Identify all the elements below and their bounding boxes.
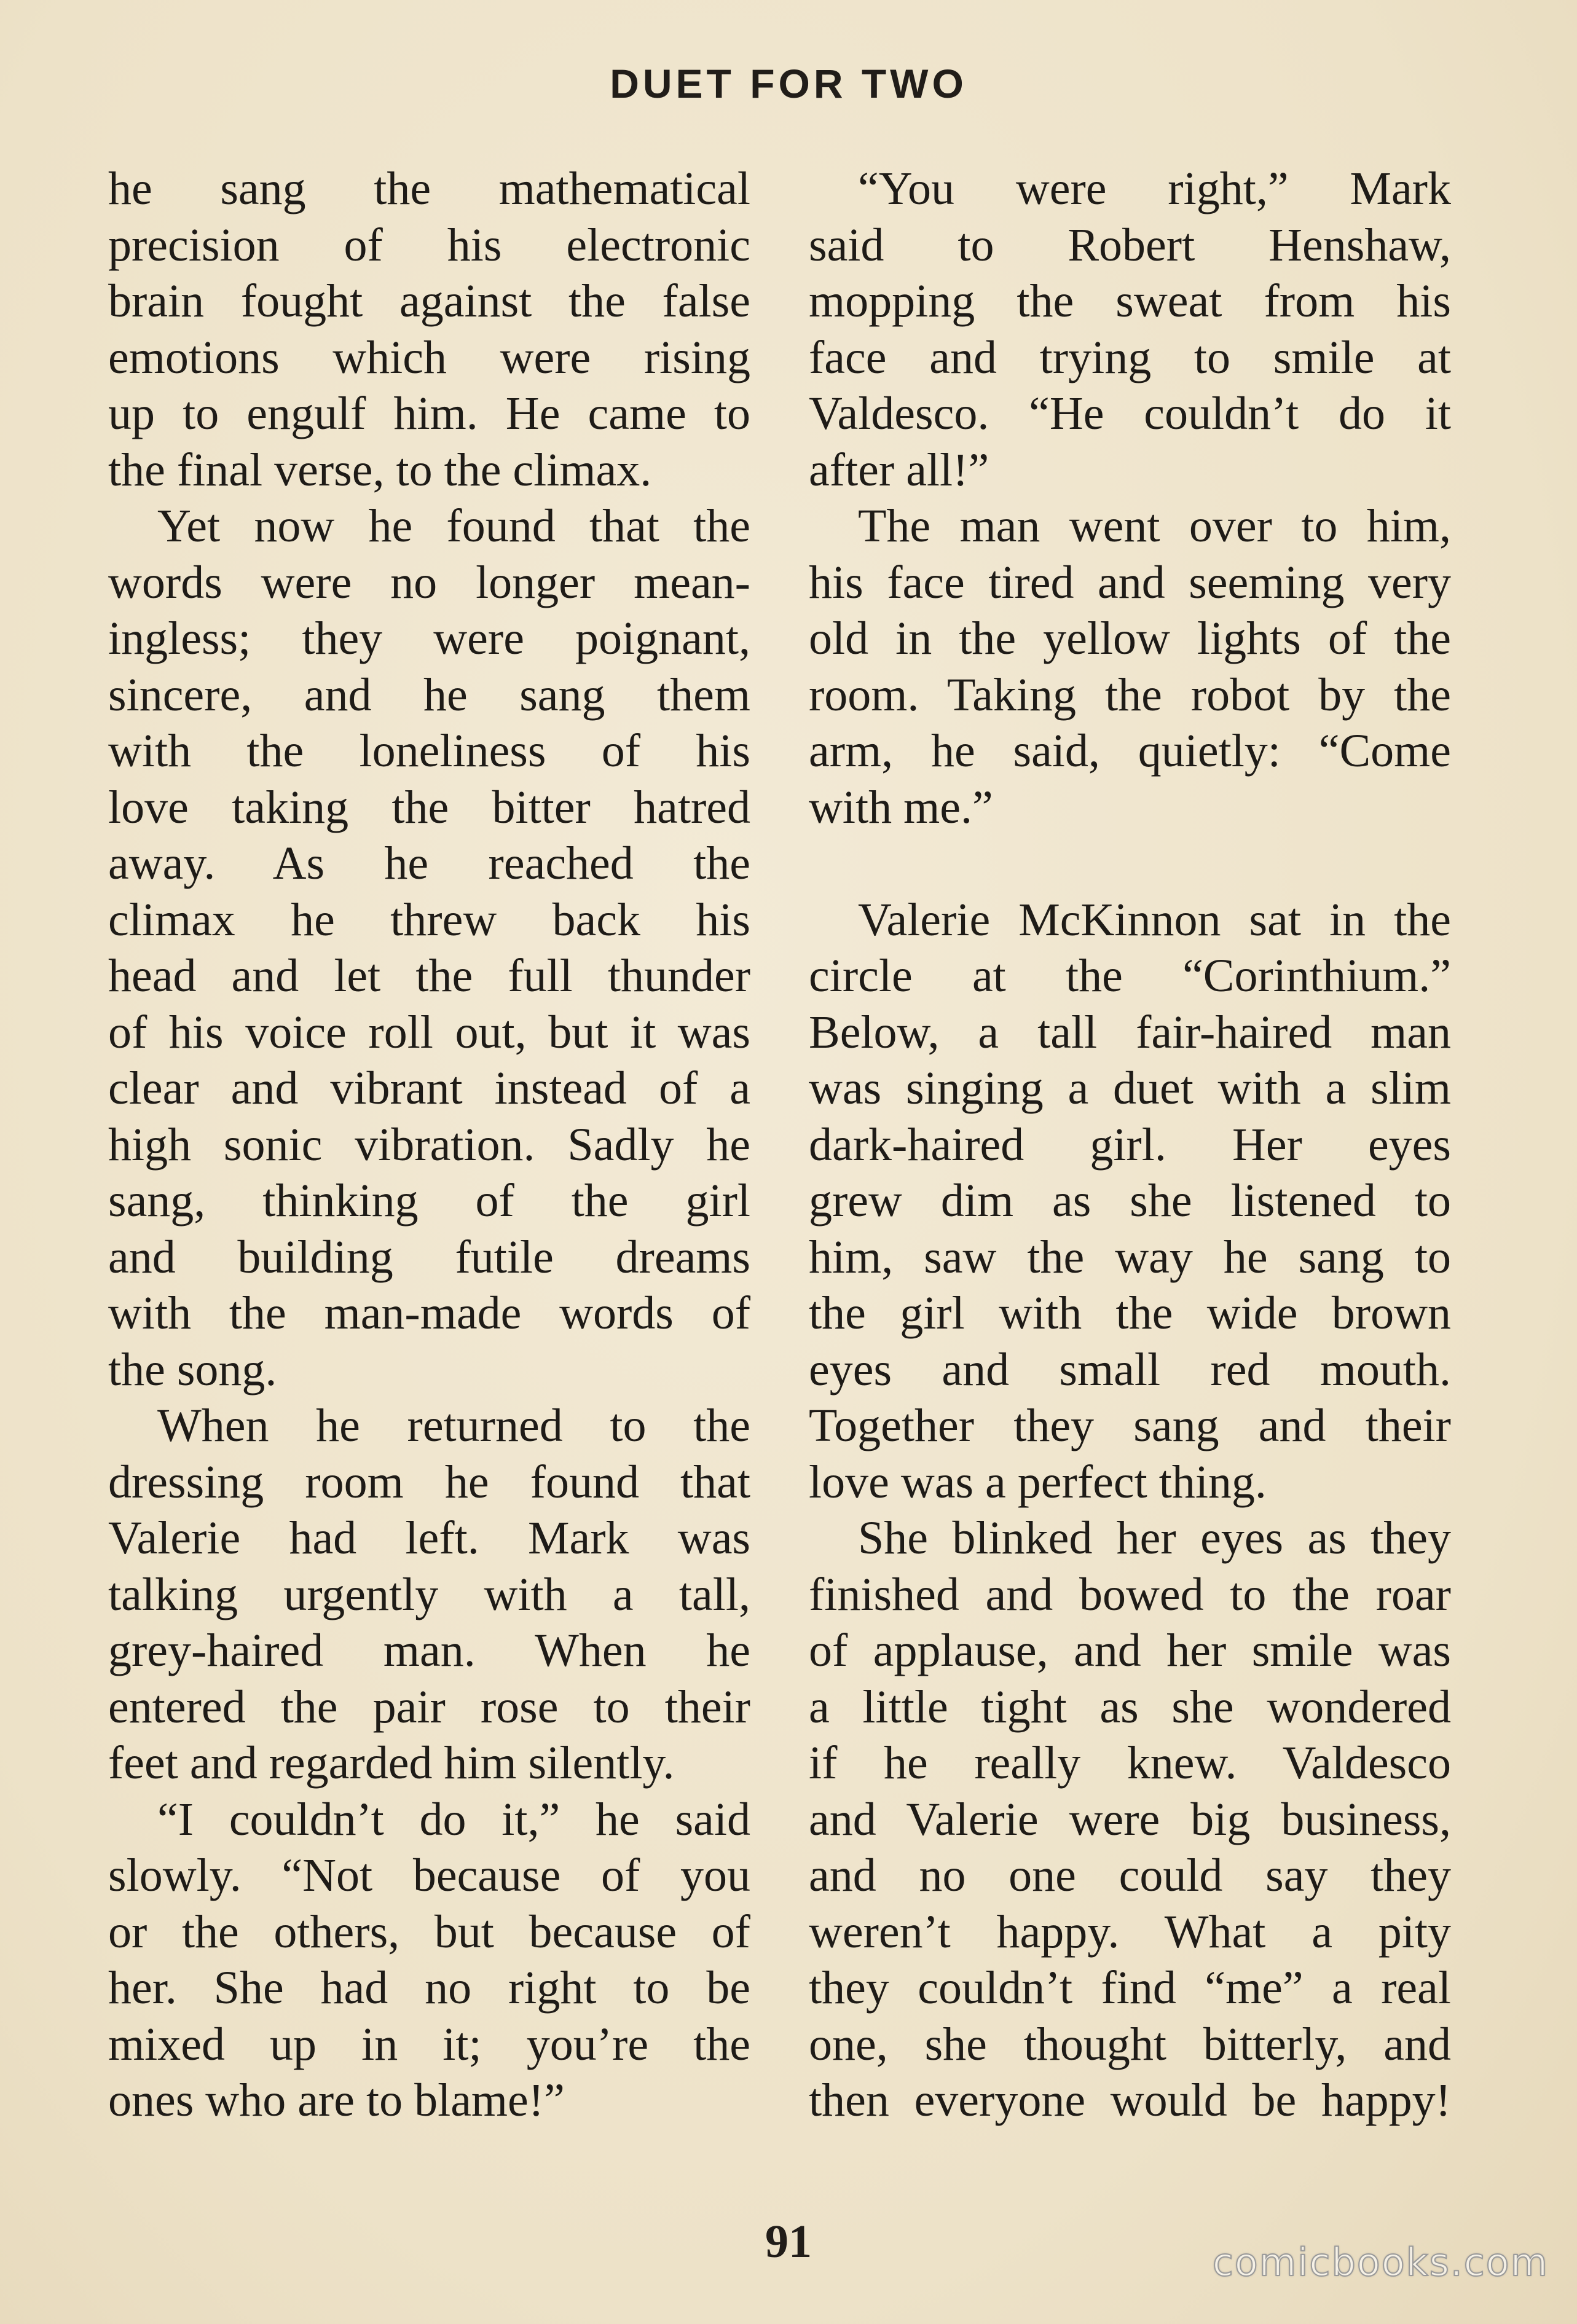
text-line: the final verse, to the climax. <box>108 444 652 496</box>
text-line: if he really knew. Valdesco <box>809 1737 1451 1789</box>
text-line: dressing room he found that <box>108 1456 750 1508</box>
text-line: grey-haired man. When he <box>108 1625 750 1676</box>
text-line: sang, thinking of the girl <box>108 1175 750 1227</box>
paragraph <box>108 161 750 498</box>
text-line: emotions which were rising <box>108 331 750 383</box>
text-line: Valerie had left. Mark was <box>108 1512 750 1564</box>
text-line: She blinked her eyes as they <box>858 1512 1451 1564</box>
text-line: with the loneliness of his <box>108 725 750 777</box>
text-line: he sang the mathematical <box>108 163 750 214</box>
paragraph <box>809 498 1451 836</box>
text-line: old in the yellow lights of the <box>809 613 1451 664</box>
text-line: of applause, and her smile was <box>809 1625 1451 1676</box>
text-line: words were no longer mean- <box>108 556 750 608</box>
text-line: Yet now he found that the <box>157 500 750 552</box>
text-line: precision of his electronic <box>108 219 750 271</box>
text-line: entered the pair rose to their <box>108 1681 750 1733</box>
text-line: dark-haired girl. Her eyes <box>809 1118 1451 1171</box>
text-line: face and trying to smile at <box>809 331 1451 383</box>
text-line: The man went over to him, <box>858 500 1451 552</box>
text-line: Below, a tall fair-haired man <box>809 1006 1451 1058</box>
paragraph <box>108 1398 750 1792</box>
text-line: the song. <box>108 1343 277 1396</box>
text-line: then everyone would be happy! <box>809 2075 1451 2126</box>
text-line: was singing a duet with a slim <box>809 1062 1451 1114</box>
text-line: mixed up in it; you’re the <box>108 2018 750 2070</box>
text-line: clear and vibrant instead of a <box>108 1062 750 1114</box>
text-line: Together they sang and their <box>809 1400 1451 1451</box>
text-line: Valerie McKinnon sat in the <box>858 893 1451 946</box>
text-line: finished and bowed to the roar <box>809 1568 1451 1620</box>
text-line: ones who are to blame!” <box>108 2075 565 2126</box>
text-line: up to engulf him. He came to <box>108 388 750 439</box>
text-line: said to Robert Henshaw, <box>809 219 1451 271</box>
text-line: a little tight as she wondered <box>809 1681 1451 1733</box>
text-line: brain fought against the false <box>108 275 750 327</box>
text-line: ingless; they were poignant, <box>108 613 750 664</box>
text-line: him, saw the way he sang to <box>809 1231 1451 1283</box>
text-line: eyes and small red mouth. <box>809 1343 1451 1396</box>
text-line: love taking the bitter hatred <box>108 781 750 833</box>
paragraph <box>108 1792 750 2129</box>
text-line: When he returned to the <box>157 1400 750 1451</box>
running-head-title: DUET FOR TWO <box>610 61 967 106</box>
text-line: and Valerie were big business, <box>809 1793 1451 1845</box>
text-line: and building futile dreams <box>108 1231 750 1283</box>
text-line: “You were right,” Mark <box>858 163 1451 214</box>
text-line: her. She had no right to be <box>108 1962 750 2014</box>
text-line: weren’t happy. What a pity <box>809 1906 1451 1958</box>
text-line: they couldn’t find “me” a real <box>809 1962 1451 2014</box>
text-line: talking urgently with a tall, <box>108 1568 750 1620</box>
paragraph <box>108 498 750 1398</box>
text-line: after all!” <box>809 444 989 496</box>
text-line: Valdesco. “He couldn’t do it <box>809 388 1451 439</box>
text-line: circle at the “Corinthium.” <box>809 950 1451 1002</box>
watermark-logo: comicbooks.com <box>1212 2240 1549 2285</box>
text-line: or the others, but because of <box>108 1906 750 1958</box>
text-line: mopping the sweat from his <box>809 275 1451 327</box>
text-line: love was a perfect thing. <box>809 1456 1267 1508</box>
text-line: the girl with the wide brown <box>809 1287 1451 1339</box>
text-line: high sonic vibration. Sadly he <box>108 1118 750 1171</box>
text-line: with the man-made words of <box>108 1287 750 1339</box>
paragraph <box>809 892 1451 1511</box>
right-text-column <box>809 161 1451 2129</box>
page-number: 91 <box>765 2216 812 2267</box>
text-line: and no one could say they <box>809 1850 1451 1901</box>
text-line: one, she thought bitterly, and <box>809 2018 1451 2070</box>
text-line: his face tired and seeming very <box>809 556 1451 608</box>
text-line: arm, he said, quietly: “Come <box>809 725 1451 777</box>
text-line: feet and regarded him silently. <box>108 1737 675 1789</box>
text-line: climax he threw back his <box>108 893 750 946</box>
section-break <box>809 836 1451 892</box>
left-text-column <box>108 161 750 2129</box>
text-line: room. Taking the robot by the <box>809 669 1451 721</box>
text-line: of his voice roll out, but it was <box>108 1006 750 1058</box>
text-line: sincere, and he sang them <box>108 669 750 721</box>
paragraph <box>809 161 1451 498</box>
text-line: with me.” <box>809 781 993 833</box>
text-line: away. As he reached the <box>108 838 750 889</box>
text-line: “I couldn’t do it,” he said <box>157 1793 750 1845</box>
text-line: head and let the full thunder <box>108 950 750 1002</box>
text-line: slowly. “Not because of you <box>108 1850 750 1901</box>
paragraph <box>809 1510 1451 2129</box>
text-line: grew dim as she listened to <box>809 1175 1451 1227</box>
